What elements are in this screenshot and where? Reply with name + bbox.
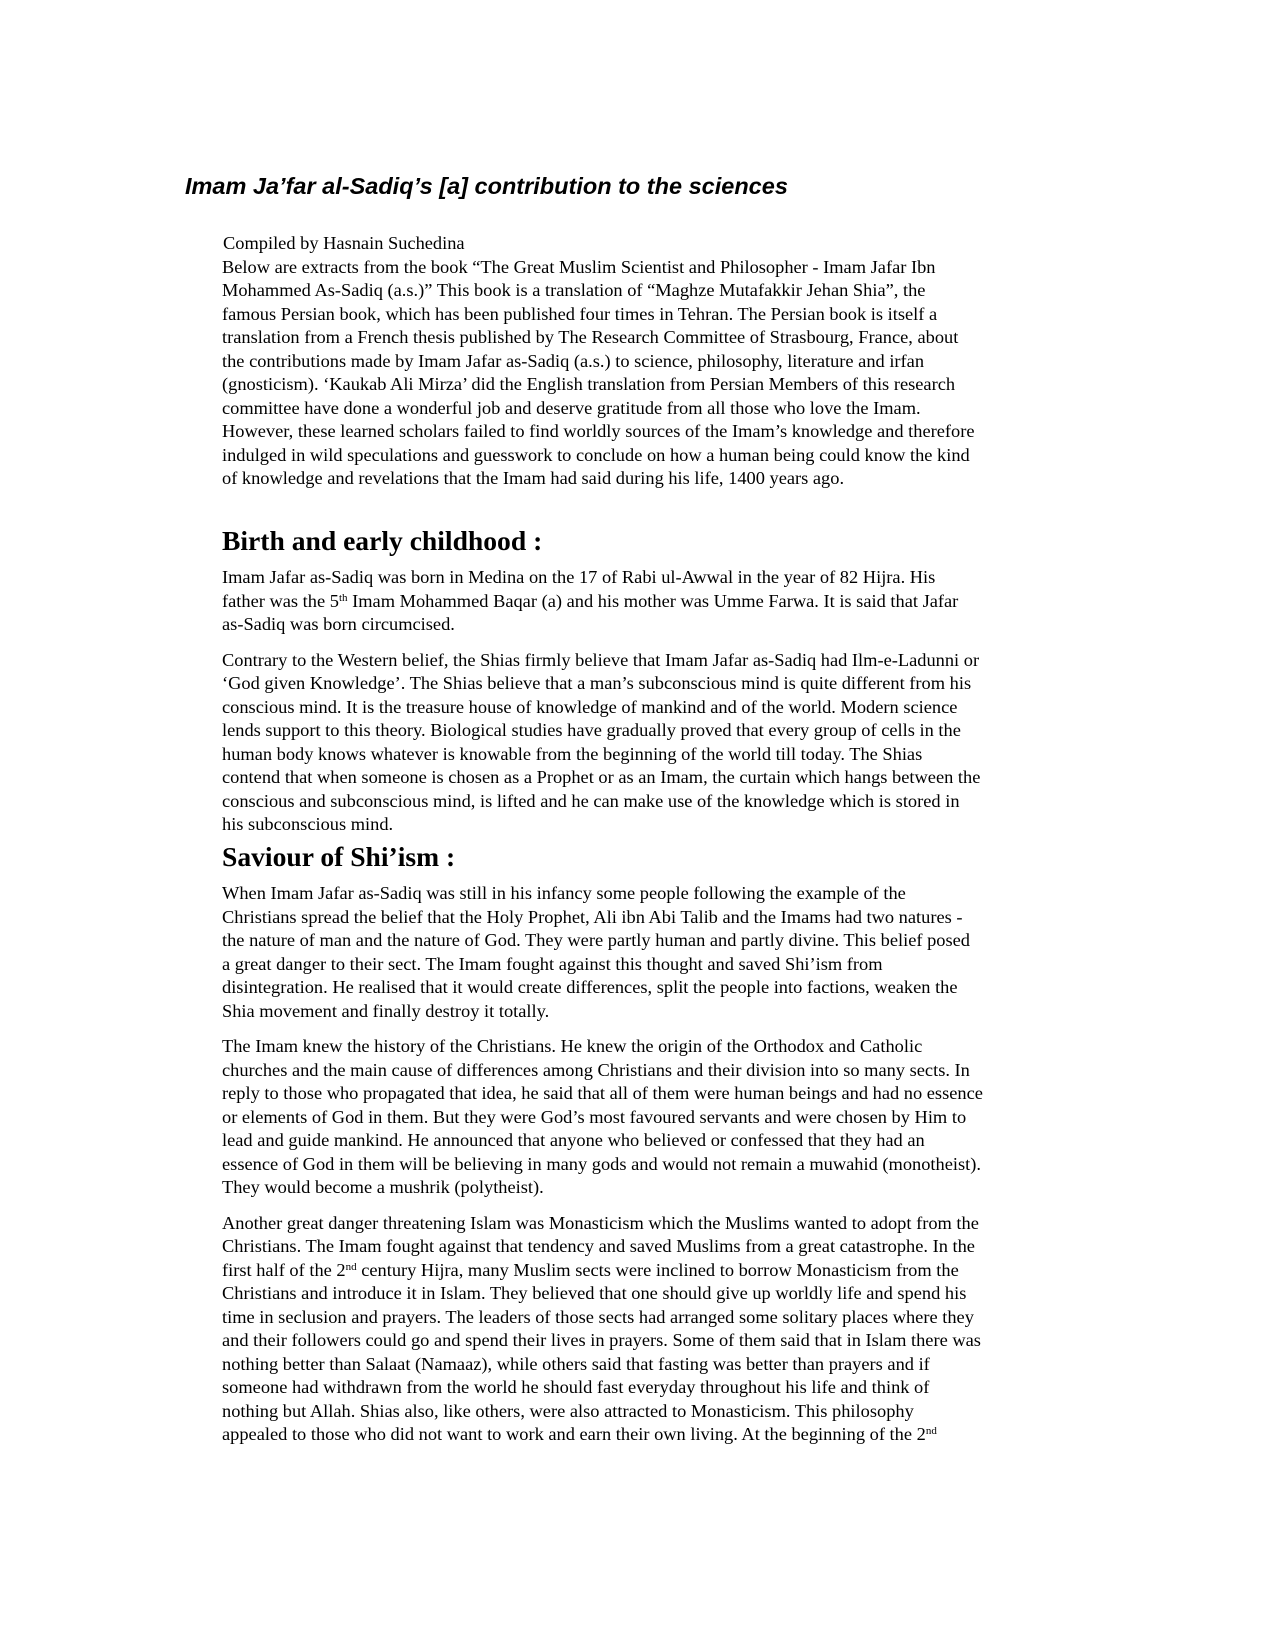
section-heading-birth: Birth and early childhood : [222,524,543,556]
paragraph-line: When Imam Jafar as-Sadiq was still in his infancy some people following the example of the [222,883,906,903]
saviour-paragraph-1 [222,882,1082,1023]
intro-line: the contributions made by Imam Jafar as-Sadiq (a.s.) to science, philosophy, literature and irfan [222,350,925,371]
line-text: first half of the 2 [222,1259,346,1280]
birth-paragraph-2 [222,649,1082,837]
paragraph-line: the nature of man and the nature of God. They were partly human and partly divine. This belief posed [222,930,970,950]
paragraph-line: his subconscious mind. [222,814,394,834]
paragraph-line: or elements of God in them. But they were God’s most favoured servants and were chosen by Him to [222,1106,967,1127]
intro-line: indulged in wild speculations and guesswork to conclude on how a human being could know the kind [222,444,970,465]
paragraph-line: nothing better than Salaat (Namaaz), while others said that fasting was better than prayers and if [222,1353,930,1374]
intro-line: translation from a French thesis published by The Research Committee of Strasbourg, France, about [222,327,959,347]
ordinal-suffix: th [338,591,348,604]
intro-paragraph [222,256,1082,491]
paragraph-line: as-Sadiq was born circumcised. [222,614,455,634]
intro-line: famous Persian book, which has been published four times in Tehran. The Persian book is itself a [222,303,938,324]
page-title: Imam Ja’far al-Sadiq’s [a] contribution to the sciences [185,173,788,199]
paragraph-line [222,590,1082,614]
paragraph-line: conscious mind. It is the treasure house of knowledge of mankind and of the world. Modern science [222,696,958,717]
paragraph-line: Another great danger threatening Islam was Monasticism which the Muslims wanted to adopt from the [222,1212,979,1233]
paragraph-line: ‘God given Knowledge’. The Shias believe that a man’s subconscious mind is quite different from his [222,673,972,693]
line-text: century Hijra, many Muslim sects were inclined to borrow Monasticism from the [356,1259,959,1280]
saviour-paragraph-2 [222,1035,1082,1200]
paragraph-line: lends support to this theory. Biological studies have gradually proved that every group of cells in the [222,720,961,740]
intro-line: (gnosticism). ‘Kaukab Ali Mirza’ did the English translation from Persian Members of this research [222,374,956,394]
intro-line: However, these learned scholars failed to find worldly sources of the Imam’s knowledge and therefore [222,421,975,441]
paragraph-line: someone had withdrawn from the world he should fast everyday throughout his life and think of [222,1377,930,1397]
paragraph-line: contend that when someone is chosen as a Prophet or as an Imam, the curtain which hangs between the [222,767,981,787]
paragraph-line: Christians. The Imam fought against that tendency and saved Muslims from a great catastrophe. In the [222,1236,975,1256]
paragraph-line: lead and guide mankind. He announced that anyone who believed or confessed that they had an [222,1130,925,1150]
paragraph-line: They would become a mushrik (polytheist). [222,1177,544,1197]
paragraph-line [222,1259,1082,1283]
paragraph-line: conscious and subconscious mind, is lifted and he can make use of the knowledge which is stored in [222,790,960,811]
paragraph-line: Contrary to the Western belief, the Shias firmly believe that Imam Jafar as-Sadiq had Ilm-e-Ladunni or [222,649,980,670]
line-text: appealed to those who did not want to work and earn their own living. At the beginning of the 2 [222,1424,926,1444]
ordinal-suffix: nd [345,1260,357,1273]
paragraph-line: essence of God in them will be believing in many gods and would not remain a muwahid (monotheist). [222,1153,981,1174]
intro-line: committee have done a wonderful job and deserve gratitude from all those who love the Imam. [222,397,921,418]
paragraph-line [222,1423,1082,1447]
paragraph-line: Imam Jafar as-Sadiq was born in Medina on the 17 of Rabi ul-Awwal in the year of 82 Hijra. His [222,567,936,587]
paragraph-line: nothing but Allah. Shias also, like others, were also attracted to Monasticism. This philosophy [222,1400,914,1421]
paragraph-line: churches and the main cause of differences among Christians and their division into so many sects. In [222,1059,970,1080]
intro-line: Mohammed As-Sadiq (a.s.)” This book is a translation of “Maghze Mutafakkir Jehan Shia”, the [222,280,926,300]
ordinal-suffix: nd [925,1424,937,1437]
paragraph-line: Christians spread the belief that the Holy Prophet, Ali ibn Abi Talib and the Imams had two natures - [222,906,963,927]
saviour-paragraph-3 [222,1212,1082,1447]
paragraph-line: time in seclusion and prayers. The leaders of those sects had arranged some solitary places where they [222,1306,974,1327]
paragraph-line: a great danger to their sect. The Imam fought against this thought and saved Shi’ism from [222,953,883,974]
paragraph-line: and their followers could go and spend their lives in prayers. Some of them said that in Islam there was [222,1330,981,1350]
paragraph-line: disintegration. He realised that it would create differences, split the people into factions, weaken the [222,977,958,997]
paragraph-line: reply to those who propagated that idea, he said that all of them were human beings and had no essence [222,1083,983,1103]
paragraph-line: The Imam knew the history of the Christians. He knew the origin of the Orthodox and Catholic [222,1036,923,1056]
paragraph-line: Shia movement and finally destroy it totally. [222,1000,550,1021]
intro-line: Below are extracts from the book “The Great Muslim Scientist and Philosopher - Imam Jafar Ibn [222,256,936,277]
line-text: Imam Mohammed Baqar (a) and his mother was Umme Farwa. It is said that Jafar [347,590,959,611]
document-body [222,232,1082,1447]
intro-line: of knowledge and revelations that the Imam had said during his life, 1400 years ago. [222,468,845,488]
line-text: father was the 5 [222,590,339,611]
paragraph-line: Christians and introduce it in Islam. They believed that one should give up worldly life and spend his [222,1283,967,1303]
paragraph-line: human body knows whatever is knowable from the beginning of the world till today. The Shias [222,743,923,764]
section-heading-saviour: Saviour of Shi’ism : [222,840,456,872]
compiled-by-line: Compiled by Hasnain Suchedina [223,233,465,253]
birth-paragraph-1 [222,566,1082,637]
